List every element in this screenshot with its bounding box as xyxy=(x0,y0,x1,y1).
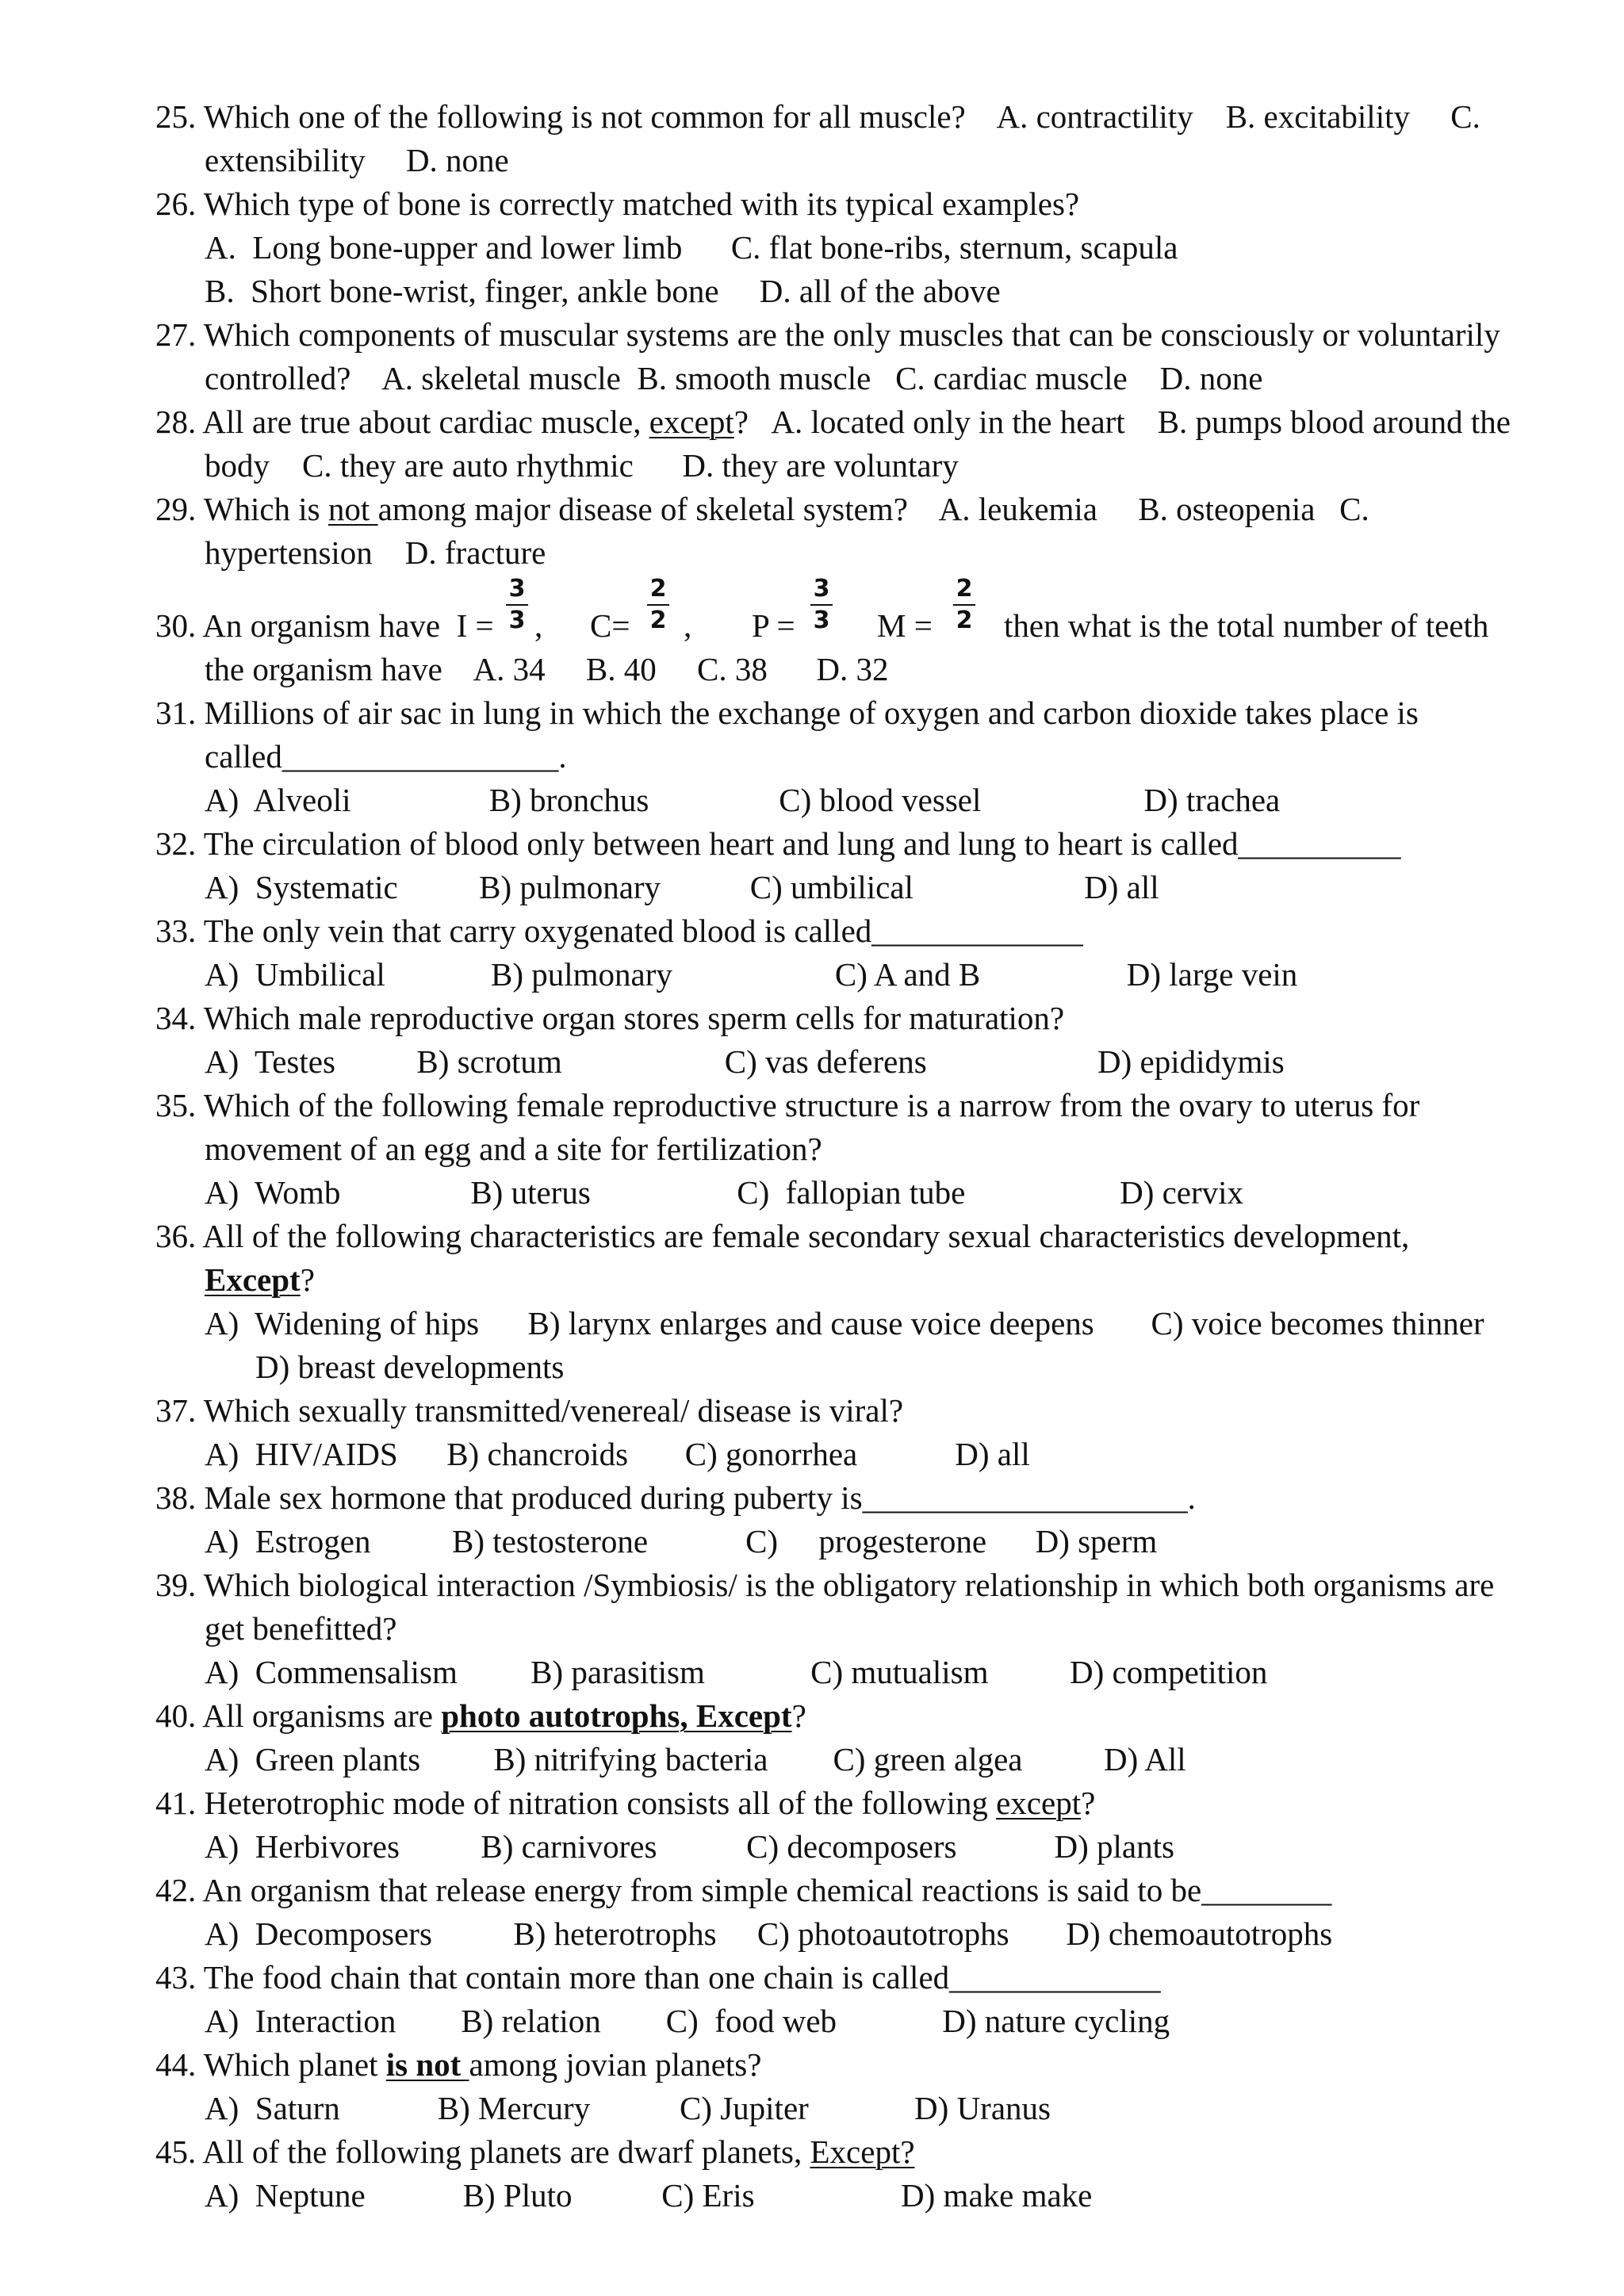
molar-label: M = xyxy=(877,607,933,644)
question-36-continued xyxy=(205,1260,315,1299)
question-41-except: except xyxy=(996,1785,1082,1821)
question-25-continued: extensibility D. none xyxy=(205,142,509,178)
question-26-options-b-d: B. Short bone-wrist, finger, ankle bone D. all of the above xyxy=(205,273,1001,309)
question-33-options: A) Umbilical B) pulmonary C) A and B D) large vein xyxy=(205,956,1298,993)
question-35-continued: movement of an egg and a site for fertilization? xyxy=(205,1131,822,1167)
question-30-tail: then what is the total number of teeth xyxy=(1004,607,1489,644)
question-30-options: the organism have A. 34 B. 40 C. 38 D. 32 xyxy=(205,651,889,687)
question-33-text: 33. The only vein that carry oxygenated blood is called xyxy=(155,913,872,949)
question-43 xyxy=(155,1957,1161,1997)
answer-blank: ____________________ xyxy=(862,1479,1188,1516)
question-38 xyxy=(155,1478,1196,1517)
question-37: 37. Which sexually transmitted/venereal/ disease is viral? xyxy=(155,1392,904,1429)
incisor-separator: , xyxy=(534,607,543,644)
question-36-option-d: D) breast developments xyxy=(255,1349,565,1385)
question-28-options: ? A. located only in the heart B. pumps blood around the xyxy=(733,404,1511,440)
question-45 xyxy=(155,2132,915,2172)
question-32-text: 32. The circulation of blood only between heart and lung and lung to heart is called xyxy=(155,825,1239,862)
question-27: 27. Which components of muscular systems are the only muscles that can be consciously or voluntarily xyxy=(155,316,1500,353)
question-29 xyxy=(155,489,1369,529)
question-41-mark: ? xyxy=(1081,1785,1096,1821)
question-36-mark: ? xyxy=(300,1261,315,1298)
question-40 xyxy=(155,1696,806,1735)
canine-separator: , xyxy=(684,607,692,644)
question-27-options: controlled? A. skeletal muscle B. smooth muscle C. cardiac muscle D. none xyxy=(205,360,1263,396)
answer-blank: _________________ xyxy=(282,738,559,775)
question-45-except: Except? xyxy=(810,2133,915,2170)
question-41-text: 41. Heterotrophic mode of nitration consists all of the following xyxy=(155,1785,997,1821)
question-45-text: 45. All of the following planets are dwarf planets, xyxy=(155,2133,810,2170)
question-44-text: 44. Which planet xyxy=(155,2046,386,2083)
question-25: 25. Which one of the following is not common for all muscle? A. contractility B. excitability C. xyxy=(155,98,1480,135)
question-39-continued: get benefitted? xyxy=(205,1610,397,1647)
question-29-continued: hypertension D. fracture xyxy=(205,534,546,571)
canine-numerator: 2 xyxy=(649,575,667,603)
question-28 xyxy=(155,402,1511,442)
premolar-numerator: 3 xyxy=(813,575,830,603)
question-29-not-underlined: not xyxy=(327,491,378,527)
molar-numerator: 2 xyxy=(956,575,973,603)
question-28-continued: body C. they are auto rhythmic D. they are voluntary xyxy=(205,447,959,484)
question-26-options-a-c: A. Long bone-upper and lower limb C. flat bone-ribs, sternum, scapula xyxy=(205,229,1178,266)
question-38-options: A) Estrogen B) testosterone C) progesterone D) sperm xyxy=(205,1523,1158,1559)
question-43-text: 43. The food chain that contain more than one chain is called xyxy=(155,1959,950,1996)
question-39-options: A) Commensalism B) parasitism C) mutualism D) competition xyxy=(205,1654,1268,1690)
question-29-options: among major disease of skeletal system? A. leukemia B. osteopenia C. xyxy=(377,491,1369,527)
question-31-continued xyxy=(205,737,567,776)
question-40-options: A) Green plants B) nitrifying bacteria C) green algea D) All xyxy=(205,1741,1186,1777)
incisor-numerator: 3 xyxy=(508,575,526,603)
canine-label: C= xyxy=(590,607,630,644)
question-44-is-not: is not xyxy=(385,2046,469,2083)
question-32 xyxy=(155,824,1401,863)
question-29-text: 29. Which is xyxy=(155,491,328,527)
premolar-label: P = xyxy=(752,607,795,644)
question-38-period: . xyxy=(1187,1479,1196,1516)
answer-blank: _____________ xyxy=(871,913,1083,949)
premolar-fraction xyxy=(804,576,839,634)
question-31-period: . xyxy=(558,738,567,775)
question-38-text: 38. Male sex hormone that produced during puberty is xyxy=(155,1479,863,1516)
question-26: 26. Which type of bone is correctly matched with its typical examples? xyxy=(155,186,1080,222)
molar-denominator: 2 xyxy=(956,607,973,634)
question-35: 35. Which of the following female reproductive structure is a narrow from the ovary to uterus for xyxy=(155,1087,1420,1123)
answer-blank: ________ xyxy=(1201,1872,1332,1908)
question-40-emphasis: photo autotrophs, Except xyxy=(441,1697,792,1734)
question-31-called: called xyxy=(205,738,282,775)
question-35-options: A) Womb B) uterus C) fallopian tube D) cervix xyxy=(205,1174,1244,1211)
incisor-fraction xyxy=(500,576,534,634)
answer-blank: _____________ xyxy=(949,1959,1161,1996)
question-31: 31. Millions of air sac in lung in which the exchange of oxygen and carbon dioxide takes place is xyxy=(155,695,1419,731)
question-32-options: A) Systematic B) pulmonary C) umbilical D) all xyxy=(205,869,1159,905)
question-37-options: A) HIV/AIDS B) chancroids C) gonorrhea D) all xyxy=(205,1436,1030,1472)
question-28-except-underlined: except xyxy=(649,404,734,440)
question-42 xyxy=(155,1870,1331,1910)
question-40-mark: ? xyxy=(791,1697,806,1734)
question-28-text: 28. All are true about cardiac muscle, xyxy=(155,404,649,440)
molar-fraction xyxy=(947,576,982,634)
canine-denominator: 2 xyxy=(649,607,667,634)
question-34: 34. Which male reproductive organ stores sperm cells for maturation? xyxy=(155,1000,1065,1036)
question-45-options: A) Neptune B) Pluto C) Eris D) make make xyxy=(205,2177,1093,2214)
question-36-options: A) Widening of hips B) larynx enlarges and cause voice deepens C) voice becomes thinner xyxy=(205,1305,1484,1341)
question-30-lead: 30. An organism have I = xyxy=(155,607,494,644)
premolar-denominator: 3 xyxy=(813,607,830,634)
question-43-options: A) Interaction B) relation C) food web D) nature cycling xyxy=(205,2003,1170,2039)
question-44 xyxy=(155,2045,761,2084)
question-36: 36. All of the following characteristics are female secondary sexual characteristics development, xyxy=(155,1218,1410,1254)
question-36-except: Except xyxy=(205,1261,301,1298)
question-33 xyxy=(155,911,1083,951)
question-39: 39. Which biological interaction /Symbiosis/ is the obligatory relationship in which both organisms are xyxy=(155,1567,1495,1603)
question-41-options: A) Herbivores B) carnivores C) decomposers D) plants xyxy=(205,1828,1174,1865)
canine-fraction xyxy=(641,576,676,634)
question-31-options: A) Alveoli B) bronchus C) blood vessel D) trachea xyxy=(205,782,1281,818)
question-44-options: A) Saturn B) Mercury C) Jupiter D) Uranus xyxy=(205,2090,1051,2126)
answer-blank: __________ xyxy=(1238,825,1401,862)
question-44-rest: among jovian planets? xyxy=(469,2046,762,2083)
question-34-options: A) Testes B) scrotum C) vas deferens D) epididymis xyxy=(205,1043,1285,1080)
question-42-text: 42. An organism that release energy from simple chemical reactions is said to be xyxy=(155,1872,1202,1908)
question-41 xyxy=(155,1783,1095,1823)
incisor-denominator: 3 xyxy=(508,607,526,634)
question-42-options: A) Decomposers B) heterotrophs C) photoautotrophs D) chemoautotrophs xyxy=(205,1915,1333,1952)
question-40-text: 40. All organisms are xyxy=(155,1697,442,1734)
